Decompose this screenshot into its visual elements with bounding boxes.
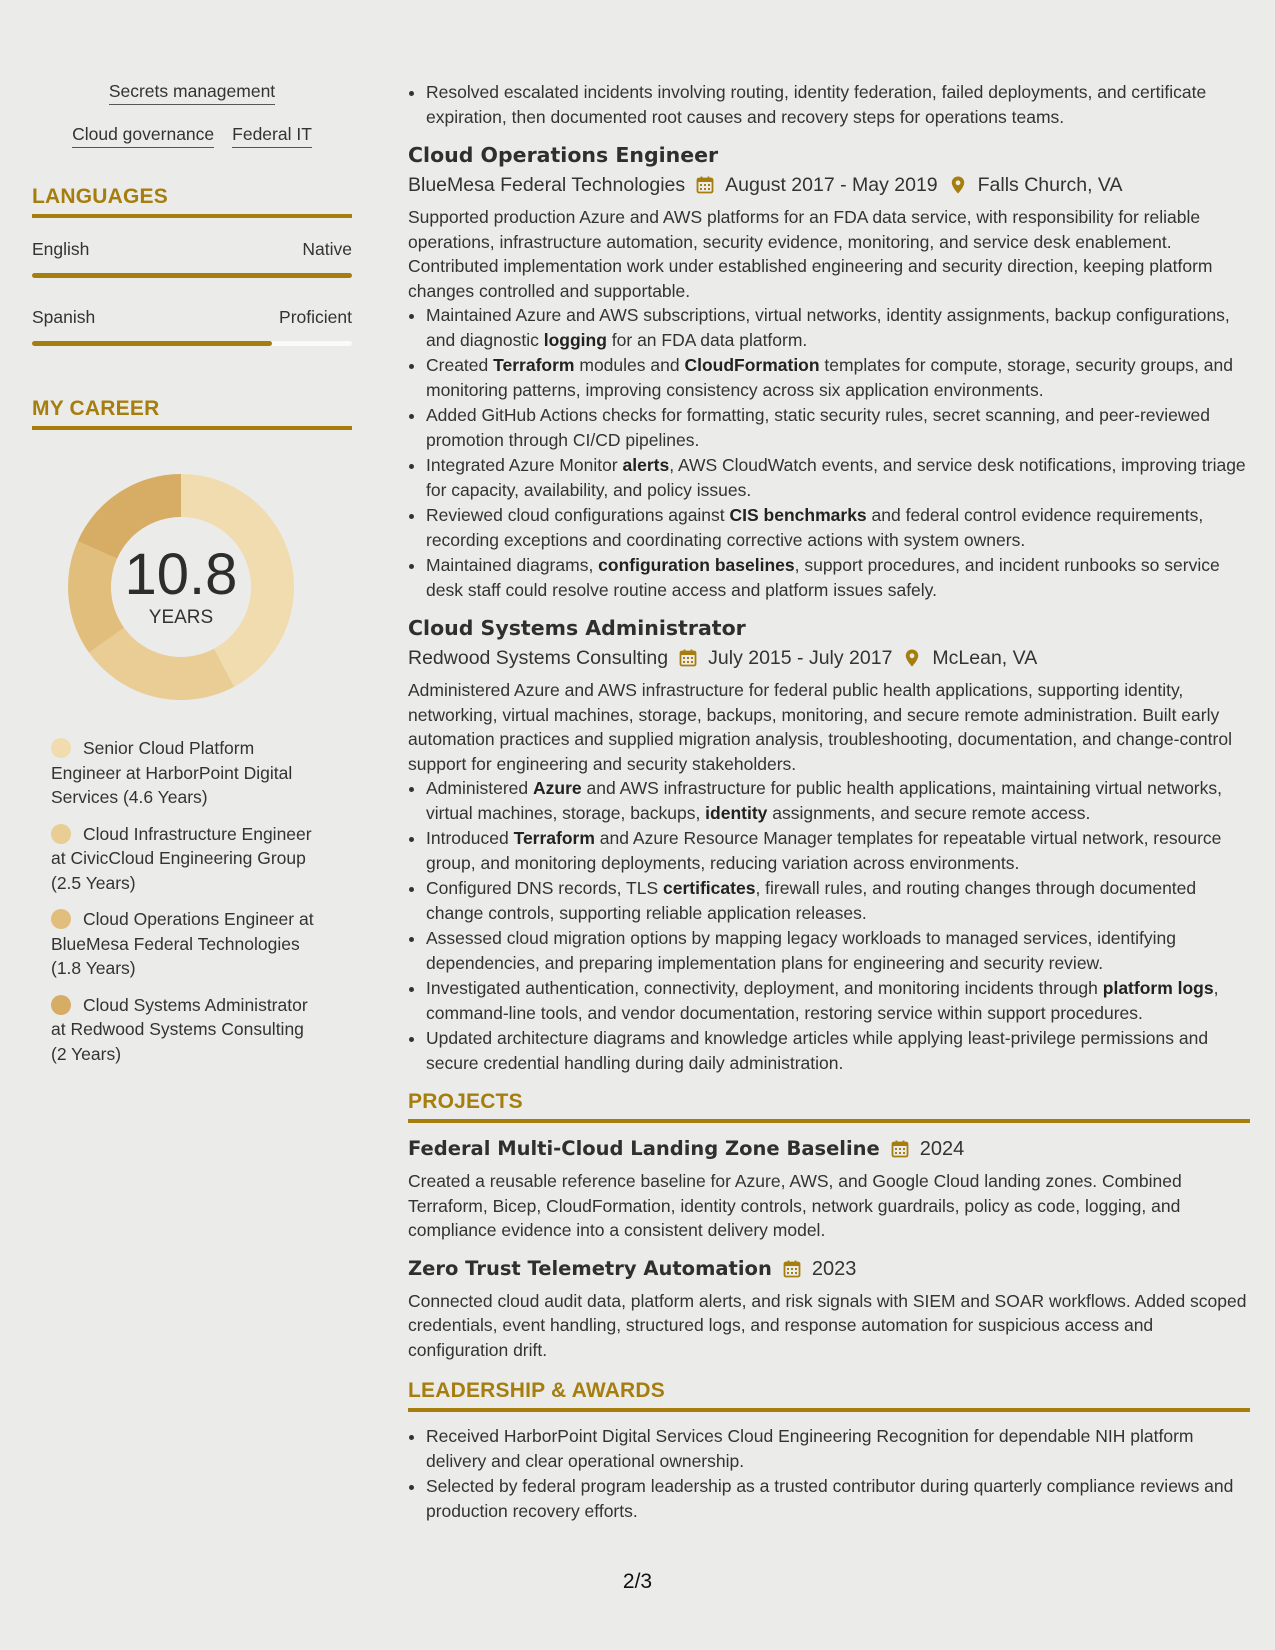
language-name: English: [32, 239, 90, 259]
job-summary: Administered Azure and AWS infrastructure for federal public health applications, supporting identity, networking, virtual machines, storage, backups, monitoring, and secure remote administration. Built early automation practices and supplied migration analysis, troubleshooting, documentation, and change-control support for engineering and security stakeholders.: [408, 680, 1232, 774]
project-entry: [408, 1255, 1250, 1363]
awards-heading: LEADERSHIP & AWARDS: [408, 1379, 665, 1402]
project-description: Created a reusable reference baseline for Azure, AWS, and Google Cloud landing zones. Combined Terraform, Bicep, CloudFormation, identity controls, network guardrails, policy as code, logging, and compliance evidence into a consistent delivery model.: [408, 1171, 1182, 1240]
career-legend-text: Senior Cloud Platform Engineer at HarborPoint Digital Services (4.6 Years): [51, 738, 293, 807]
bullet-item: • Maintained Azure and AWS subscriptions, virtual networks, identity assignments, backup configurations, and diagnostic logging for an FDA data platform.: [426, 303, 1250, 352]
language-level: Proficient: [279, 307, 352, 327]
bullet-item: • Received HarborPoint Digital Services Cloud Engineering Recognition for dependable NIH platform delivery and clear operational ownership.: [426, 1424, 1250, 1473]
job-entry: [408, 141, 1250, 602]
job-dates: July 2015 - July 2017: [708, 647, 893, 669]
map-pin-icon: [948, 175, 968, 195]
skill-tag: Federal IT: [232, 123, 312, 148]
projects-list: [408, 1135, 1250, 1362]
career-legend-item: [51, 822, 321, 896]
section-rule: [32, 426, 352, 430]
legend-dot: [51, 909, 71, 929]
career-legend-item: [51, 907, 321, 981]
bullet-item: • Updated architecture diagrams and knowledge articles while applying least-privilege permissions and secure credential handling during daily administration.: [426, 1026, 1250, 1075]
project-title: Zero Trust Telemetry Automation: [408, 1256, 772, 1280]
bullet-item: • Administered Azure and AWS infrastructure for public health applications, maintaining virtual networks, virtual machines, storage, backups, identity assignments, and secure remote access.: [426, 776, 1250, 825]
legend-dot: [51, 738, 71, 758]
career-heading: MY CAREER: [32, 397, 160, 420]
job-summary: Supported production Azure and AWS platforms for an FDA data service, with responsibility for reliable operations, infrastructure automation, security evidence, monitoring, and service desk enablement. Contributed implementation work under established engineering and security direction, keeping platform changes controlled and supportable.: [408, 207, 1213, 301]
career-legend-text: Cloud Infrastructure Engineer at CivicCloud Engineering Group (2.5 Years): [51, 823, 312, 893]
languages-list: [32, 238, 352, 346]
section-rule: [408, 1408, 1250, 1412]
job-location: McLean, VA: [932, 647, 1038, 669]
bullet-item: • Integrated Azure Monitor alerts, AWS CloudWatch events, and service desk notifications, improving triage for capacity, availability, and policy issues.: [426, 453, 1250, 502]
legend-dot: [51, 995, 71, 1015]
career-legend-text: Cloud Operations Engineer at BlueMesa Federal Technologies (1.8 Years): [51, 909, 314, 978]
language-level: Native: [302, 239, 352, 259]
career-legend-text: Cloud Systems Administrator at Redwood Systems Consulting (2 Years): [51, 994, 308, 1064]
job-bullets: [408, 303, 1250, 602]
awards-section: [408, 1378, 1250, 1523]
continued-bullets: [408, 80, 1250, 129]
languages-section: [32, 184, 352, 346]
languages-heading: LANGUAGES: [32, 185, 168, 208]
job-title: Cloud Systems Administrator: [408, 616, 746, 640]
main-content: [408, 80, 1250, 1524]
bullet-item: • Selected by federal program leadership as a trusted contributor during quarterly compliance reviews and production recovery efforts.: [426, 1474, 1250, 1523]
skill-tag: Secrets management: [109, 80, 275, 105]
job-bullets: [408, 776, 1250, 1075]
calendar-icon: [695, 175, 715, 195]
language-proficiency-fill: [32, 273, 352, 278]
skill-tag: Cloud governance: [72, 123, 214, 148]
job-meta: [408, 171, 1250, 199]
career-unit: YEARS: [148, 607, 214, 628]
page-number: 2/3: [622, 1570, 653, 1593]
job-meta: [408, 644, 1250, 672]
career-total: 10.8: [124, 542, 238, 607]
bullet-item: • Resolved escalated incidents involving routing, identity federation, failed deployments, and certificate expiration, then documented root causes and recovery steps for operations teams.: [426, 80, 1250, 129]
project-year: 2024: [919, 1138, 965, 1160]
job-dates: August 2017 - May 2019: [725, 174, 938, 196]
career-legend-item: [51, 993, 321, 1067]
experience-list: [408, 141, 1250, 1075]
job-company: BlueMesa Federal Technologies: [408, 174, 686, 196]
calendar-icon: [890, 1139, 910, 1159]
bullet-item: • Introduced Terraform and Azure Resource Manager templates for repeatable virtual network, resource group, and monitoring deployments, reducing variation across environments.: [426, 826, 1250, 875]
bullet-item: • Maintained diagrams, configuration baselines, support procedures, and incident runbooks so service desk staff could resolve routine access and platform issues safely.: [426, 553, 1250, 602]
map-pin-icon: [902, 648, 922, 668]
language-row: [32, 306, 352, 328]
language-proficiency-bar: [32, 273, 352, 278]
project-year: 2023: [811, 1257, 857, 1280]
projects-section: [408, 1089, 1250, 1362]
job-company: Redwood Systems Consulting: [408, 647, 669, 669]
career-section: [32, 396, 352, 1066]
section-rule: [32, 214, 352, 218]
language-row: [32, 238, 352, 260]
legend-dot: [51, 824, 71, 844]
project-title-row: [408, 1135, 1250, 1163]
project-description: Connected cloud audit data, platform alerts, and risk signals with SIEM and SOAR workflows. Added scoped credentials, event handling, structured logs, and response automation for suspicious access and configuration drift.: [408, 1290, 1247, 1360]
calendar-icon: [782, 1259, 802, 1279]
bullet-item: • Reviewed cloud configurations against CIS benchmarks and federal control evidence requirements, recording exceptions and coordinating corrective actions with system owners.: [426, 503, 1250, 552]
skill-tags-row: [32, 123, 352, 148]
project-title: Federal Multi-Cloud Landing Zone Baseline: [408, 1137, 880, 1160]
project-entry: [408, 1135, 1250, 1243]
language-proficiency-fill: [32, 341, 272, 346]
career-donut-chart: [66, 472, 296, 702]
bullet-item: • Added GitHub Actions checks for formatting, static security rules, secret scanning, and peer-reviewed promotion through CI/CD pipelines.: [426, 403, 1250, 452]
projects-heading: PROJECTS: [408, 1090, 523, 1113]
job-entry: [408, 614, 1250, 1075]
language-proficiency-bar: [32, 341, 352, 346]
language-name: Spanish: [32, 307, 96, 327]
project-title-row: [408, 1255, 1250, 1283]
bullet-item: • Configured DNS records, TLS certificates, firewall rules, and routing changes through documented change controls, supporting reliable application releases.: [426, 876, 1250, 925]
skill-tags-row: [32, 80, 352, 105]
bullet-item: • Assessed cloud migration options by mapping legacy workloads to managed services, identifying dependencies, and preparing implementation plans for engineering and security review.: [426, 926, 1250, 975]
bullet-item: • Created Terraform modules and CloudFormation templates for compute, storage, security groups, and monitoring patterns, improving consistency across six application environments.: [426, 353, 1250, 402]
career-legend: [51, 736, 321, 1066]
sidebar: [32, 80, 352, 1078]
section-rule: [408, 1119, 1250, 1123]
awards-list: [408, 1424, 1250, 1523]
career-legend-item: [51, 736, 321, 810]
job-location: Falls Church, VA: [977, 174, 1123, 196]
bullet-item: • Investigated authentication, connectivity, deployment, and monitoring incidents through platform logs, command-line tools, and vendor documentation, restoring service within support procedures.: [426, 976, 1250, 1025]
job-title: Cloud Operations Engineer: [408, 143, 719, 167]
calendar-icon: [678, 648, 698, 668]
